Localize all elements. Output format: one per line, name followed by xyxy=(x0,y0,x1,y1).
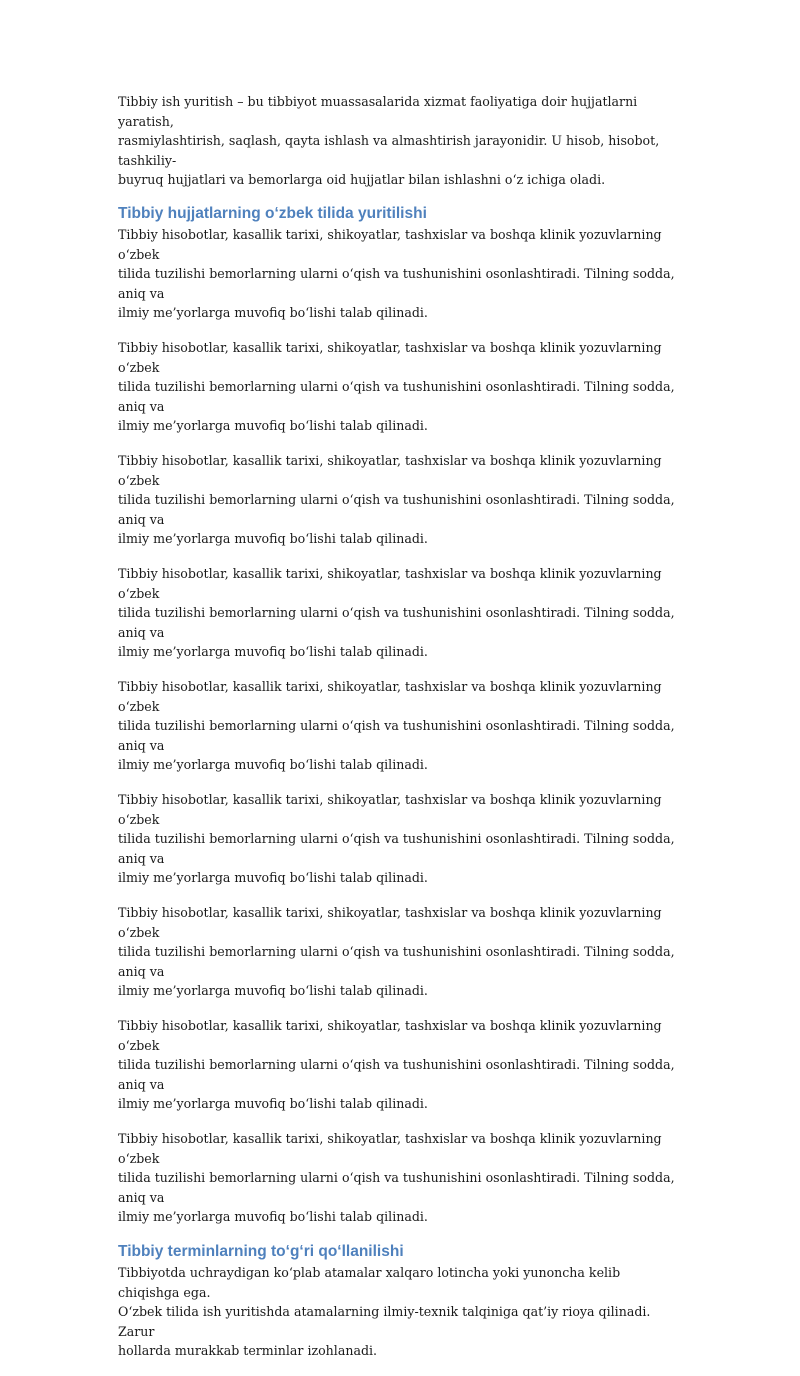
section1-paragraph-1 xyxy=(118,225,684,323)
paragraph-line: ilmiy me’yorlarga muvofiq bo‘lishi talab qilinadi. xyxy=(118,1096,428,1111)
paragraph-line: ilmiy me’yorlarga muvofiq bo‘lishi talab qilinadi. xyxy=(118,870,428,885)
paragraph-line: O‘zbek tilida ish yuritishda atamalarning ilmiy-texnik talqiniga qat’iy rioya qilinadi. Zarur xyxy=(118,1304,651,1339)
paragraph-line: Tibbiy hisobotlar, kasallik tarixi, shikoyatlar, tashxislar va boshqa klinik yozuvlarning o‘zbek xyxy=(118,905,662,940)
paragraph-line: Tibbiy hisobotlar, kasallik tarixi, shikoyatlar, tashxislar va boshqa klinik yozuvlarning o‘zbek xyxy=(118,566,662,601)
intro-line-1: Tibbiy ish yuritish – bu tibbiyot muassasalarida xizmat faoliyatiga doir hujjatlarni yaratish, xyxy=(118,94,638,129)
intro-paragraph xyxy=(118,92,684,190)
paragraph-line: tilida tuzilishi bemorlarning ularni o‘qish va tushunishini osonlashtiradi. Tilning sodda, aniq va xyxy=(118,1057,675,1092)
section1-heading: Tibbiy hujjatlarning o‘zbek tilida yuritilishi xyxy=(118,205,427,222)
section1-paragraph-7 xyxy=(118,903,684,1001)
paragraph-line: tilida tuzilishi bemorlarning ularni o‘qish va tushunishini osonlashtiradi. Tilning sodda, aniq va xyxy=(118,1170,675,1205)
paragraph-line: Tibbiy hisobotlar, kasallik tarixi, shikoyatlar, tashxislar va boshqa klinik yozuvlarning o‘zbek xyxy=(118,1018,662,1053)
paragraph-line: ilmiy me’yorlarga muvofiq bo‘lishi talab qilinadi. xyxy=(118,418,428,433)
paragraph-line: Tibbiy hisobotlar, kasallik tarixi, shikoyatlar, tashxislar va boshqa klinik yozuvlarning o‘zbek xyxy=(118,227,662,262)
section1-paragraph-9 xyxy=(118,1129,684,1227)
section2-heading: Tibbiy terminlarning to‘g‘ri qo‘llanilishi xyxy=(118,1243,404,1260)
paragraph-line: tilida tuzilishi bemorlarning ularni o‘qish va tushunishini osonlashtiradi. Tilning sodda, aniq va xyxy=(118,605,675,640)
paragraph-line: ilmiy me’yorlarga muvofiq bo‘lishi talab qilinadi. xyxy=(118,1209,428,1224)
section2-paragraph-1 xyxy=(118,1263,684,1361)
paragraph-line: hollarda murakkab terminlar izohlanadi. xyxy=(118,1343,378,1358)
section1-paragraph-4 xyxy=(118,564,684,662)
paragraph-line: Tibbiy hisobotlar, kasallik tarixi, shikoyatlar, tashxislar va boshqa klinik yozuvlarning o‘zbek xyxy=(118,679,662,714)
paragraph-line: Tibbiy hisobotlar, kasallik tarixi, shikoyatlar, tashxislar va boshqa klinik yozuvlarning o‘zbek xyxy=(118,340,662,375)
paragraph-line: Tibbiy hisobotlar, kasallik tarixi, shikoyatlar, tashxislar va boshqa klinik yozuvlarning o‘zbek xyxy=(118,1131,662,1166)
paragraph-line: Tibbiy hisobotlar, kasallik tarixi, shikoyatlar, tashxislar va boshqa klinik yozuvlarning o‘zbek xyxy=(118,453,662,488)
paragraph-line: Tibbiy hisobotlar, kasallik tarixi, shikoyatlar, tashxislar va boshqa klinik yozuvlarning o‘zbek xyxy=(118,792,662,827)
section1-paragraph-5 xyxy=(118,677,684,775)
section1-paragraph-3 xyxy=(118,451,684,549)
paragraph-line: Tibbiyotda uchraydigan ko‘plab atamalar xalqaro lotincha yoki yunoncha kelib chiqishga ega. xyxy=(118,1265,621,1300)
intro-line-2: rasmiylashtirish, saqlash, qayta ishlash va almashtirish jarayonidir. U hisob, hisobot, tashkiliy- xyxy=(118,133,660,168)
paragraph-line: tilida tuzilishi bemorlarning ularni o‘qish va tushunishini osonlashtiradi. Tilning sodda, aniq va xyxy=(118,266,675,301)
intro-line-3: buyruq hujjatlari va bemorlarga oid hujjatlar bilan ishlashni o‘z ichiga oladi. xyxy=(118,172,606,187)
section1-paragraph-8 xyxy=(118,1016,684,1114)
paragraph-line: tilida tuzilishi bemorlarning ularni o‘qish va tushunishini osonlashtiradi. Tilning sodda, aniq va xyxy=(118,831,675,866)
paragraph-line: tilida tuzilishi bemorlarning ularni o‘qish va tushunishini osonlashtiradi. Tilning sodda, aniq va xyxy=(118,944,675,979)
paragraph-line: ilmiy me’yorlarga muvofiq bo‘lishi talab qilinadi. xyxy=(118,305,428,320)
paragraph-line: tilida tuzilishi bemorlarning ularni o‘qish va tushunishini osonlashtiradi. Tilning sodda, aniq va xyxy=(118,379,675,414)
section1-paragraph-6 xyxy=(118,790,684,888)
paragraph-line: ilmiy me’yorlarga muvofiq bo‘lishi talab qilinadi. xyxy=(118,644,428,659)
paragraph-line: ilmiy me’yorlarga muvofiq bo‘lishi talab qilinadi. xyxy=(118,983,428,998)
section1-paragraph-2 xyxy=(118,338,684,436)
paragraph-line: tilida tuzilishi bemorlarning ularni o‘qish va tushunishini osonlashtiradi. Tilning sodda, aniq va xyxy=(118,718,675,753)
paragraph-line: ilmiy me’yorlarga muvofiq bo‘lishi talab qilinadi. xyxy=(118,531,428,546)
paragraph-line: ilmiy me’yorlarga muvofiq bo‘lishi talab qilinadi. xyxy=(118,757,428,772)
document-page xyxy=(118,92,684,1376)
paragraph-line: tilida tuzilishi bemorlarning ularni o‘qish va tushunishini osonlashtiradi. Tilning sodda, aniq va xyxy=(118,492,675,527)
